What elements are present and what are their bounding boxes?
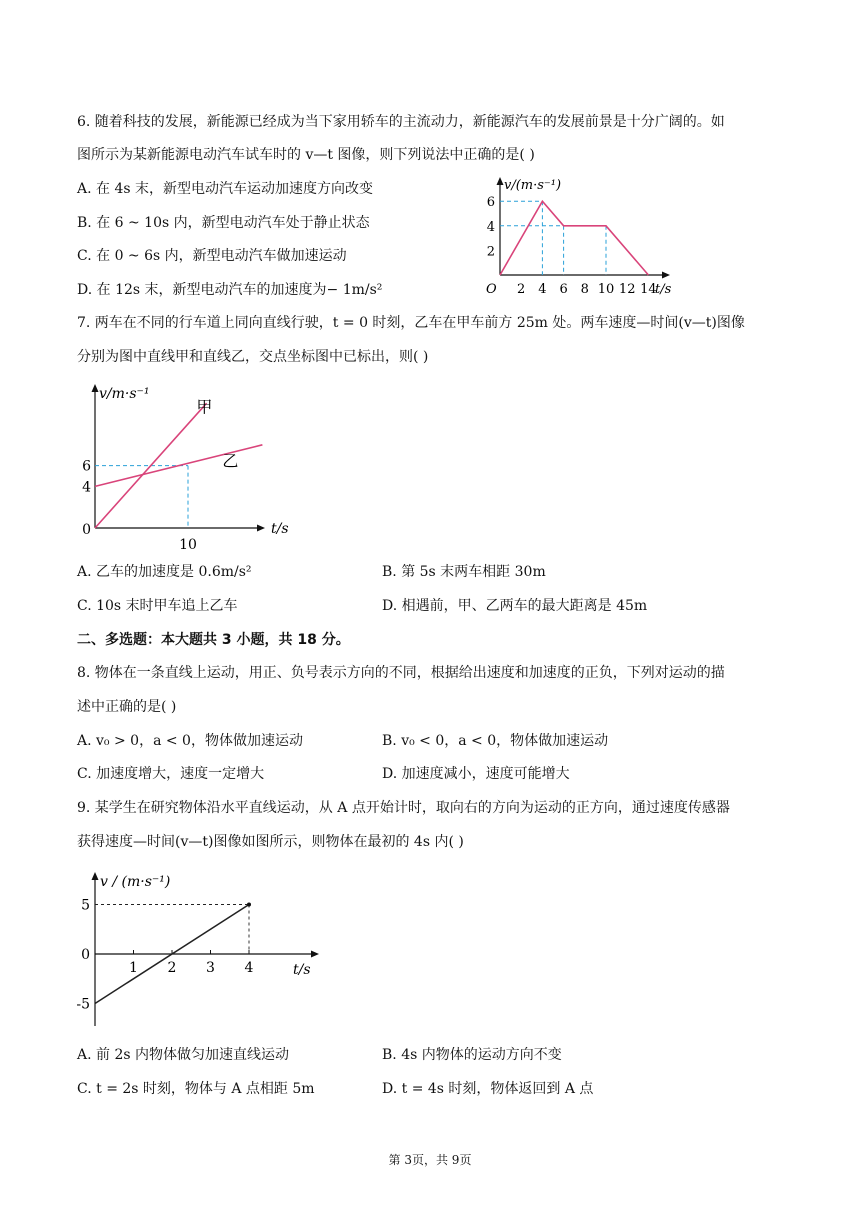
q7-option-a: A. 乙车的加速度是 0.6m/s²	[77, 564, 252, 580]
q6-option-b: B. 在 6 ~ 10s 内，新型电动汽车处于静止状态	[77, 215, 370, 231]
q7-option-b: B. 第 5s 末两车相距 30m	[382, 564, 546, 580]
x-tick-label: 10	[179, 537, 197, 553]
x-axis-label: t/s	[271, 521, 289, 537]
y-axis-label: v / (m·s⁻¹)	[100, 874, 171, 890]
q6-option-d: D. 在 12s 末，新型电动汽车的加速度为− 1m/s²	[77, 282, 383, 298]
y-tick-label: 6	[486, 195, 495, 211]
end-point	[247, 903, 251, 907]
series-label: 甲	[196, 397, 213, 417]
x-tick-label: 12	[618, 282, 636, 297]
y-tick-label: 6	[82, 458, 91, 475]
y-axis-label: v/m·s⁻¹	[99, 386, 150, 402]
q7-option-c: C. 10s 末时甲车追上乙车	[77, 598, 238, 614]
q6-stem-line1: 6. 随着科技的发展，新能源已经成为当下家用轿车的主流动力，新能源汽车的发展前景是十分广阔的。如	[77, 114, 725, 130]
x-tick-label: 10	[597, 282, 615, 297]
q6-stem-line2: 图所示为某新能源电动汽车试车时的 v—t 图像，则下列说法中正确的是( )	[77, 147, 535, 163]
x-axis-label: t/s	[655, 282, 672, 297]
origin-label: 0	[82, 522, 91, 538]
q9-option-c: C. t = 2s 时刻，物体与 A 点相距 5m	[77, 1081, 315, 1097]
x-axis-arrow	[311, 951, 319, 958]
x-tick-label: 4	[538, 282, 547, 297]
section-heading: 二、多选题：本大题共 3 小题，共 18 分。	[77, 632, 350, 648]
q9-option-a: A. 前 2s 内物体做匀加速直线运动	[77, 1047, 290, 1063]
x-tick-label: 14	[640, 282, 657, 297]
origin-label: O	[486, 282, 497, 297]
q7-vt-graph	[75, 378, 295, 553]
q6-option-c: C. 在 0 ~ 6s 内，新型电动汽车做加速运动	[77, 248, 347, 264]
x-tick-label: 6	[559, 282, 568, 297]
x-tick-label: 8	[580, 282, 589, 297]
x-tick-label: 2	[517, 282, 526, 297]
y-axis-arrow	[497, 177, 504, 185]
q6-option-a: A. 在 4s 末，新型电动汽车运动加速度方向改变	[77, 181, 374, 197]
q9-vt-graph	[75, 866, 325, 1031]
q6-vt-graph	[480, 172, 680, 302]
series-line	[500, 201, 648, 275]
q9-option-d: D. t = 4s 时刻，物体返回到 A 点	[382, 1081, 594, 1097]
q8-option-b: B. v₀ < 0，a < 0，物体做加速运动	[382, 733, 609, 749]
origin-label: 0	[81, 947, 90, 963]
q8-option-a: A. v₀ > 0，a < 0，物体做加速运动	[77, 733, 303, 749]
x-axis-label: t/s	[293, 962, 311, 978]
q8-option-d: D. 加速度减小，速度可能增大	[382, 766, 570, 782]
series-label: 乙	[222, 451, 239, 471]
q7-stem-line2: 分别为图中直线甲和直线乙，交点坐标图中已标出，则( )	[77, 349, 429, 365]
y-axis-arrow	[92, 384, 99, 392]
q9-stem-line1: 9. 某学生在研究物体沿水平直线运动，从 A 点开始计时，取向右的方向为运动的正方向，通过速度传感器	[77, 800, 730, 816]
q7-stem-line1: 7. 两车在不同的行车道上同向直线行驶，t = 0 时刻，乙车在甲车前方 25m 处。两车速度—时间(v—t)图像	[77, 315, 745, 331]
y-tick-label: 4	[82, 479, 91, 496]
x-tick-label: 4	[244, 960, 254, 976]
y-axis-label: v/(m·s⁻¹)	[504, 178, 562, 193]
q8-option-c: C. 加速度增大，速度一定增大	[77, 766, 265, 782]
x-tick-label: 2	[167, 960, 177, 976]
x-axis-arrow	[257, 525, 265, 532]
q9-option-b: B. 4s 内物体的运动方向不变	[382, 1047, 562, 1063]
x-tick-label: 1	[129, 960, 138, 976]
q9-stem-line2: 获得速度—时间(v—t)图像如图所示，则物体在最初的 4s 内( )	[77, 834, 464, 850]
y-axis-arrow	[92, 872, 99, 880]
page-footer: 第 3页，共 9页	[388, 1153, 472, 1167]
q7-option-d: D. 相遇前，甲、乙两车的最大距离是 45m	[382, 598, 648, 614]
q8-stem-line2: 述中正确的是( )	[77, 699, 177, 715]
y-tick-label: -5	[76, 996, 90, 1013]
y-tick-label: 4	[486, 219, 495, 235]
x-tick-label: 3	[206, 960, 215, 976]
y-tick-label: 5	[81, 897, 90, 914]
y-tick-label: 2	[486, 244, 495, 260]
q8-stem-line1: 8. 物体在一条直线上运动，用正、负号表示方向的不同，根据给出速度和加速度的正负，下列对运动的描	[77, 665, 725, 681]
x-axis-arrow	[662, 272, 670, 279]
